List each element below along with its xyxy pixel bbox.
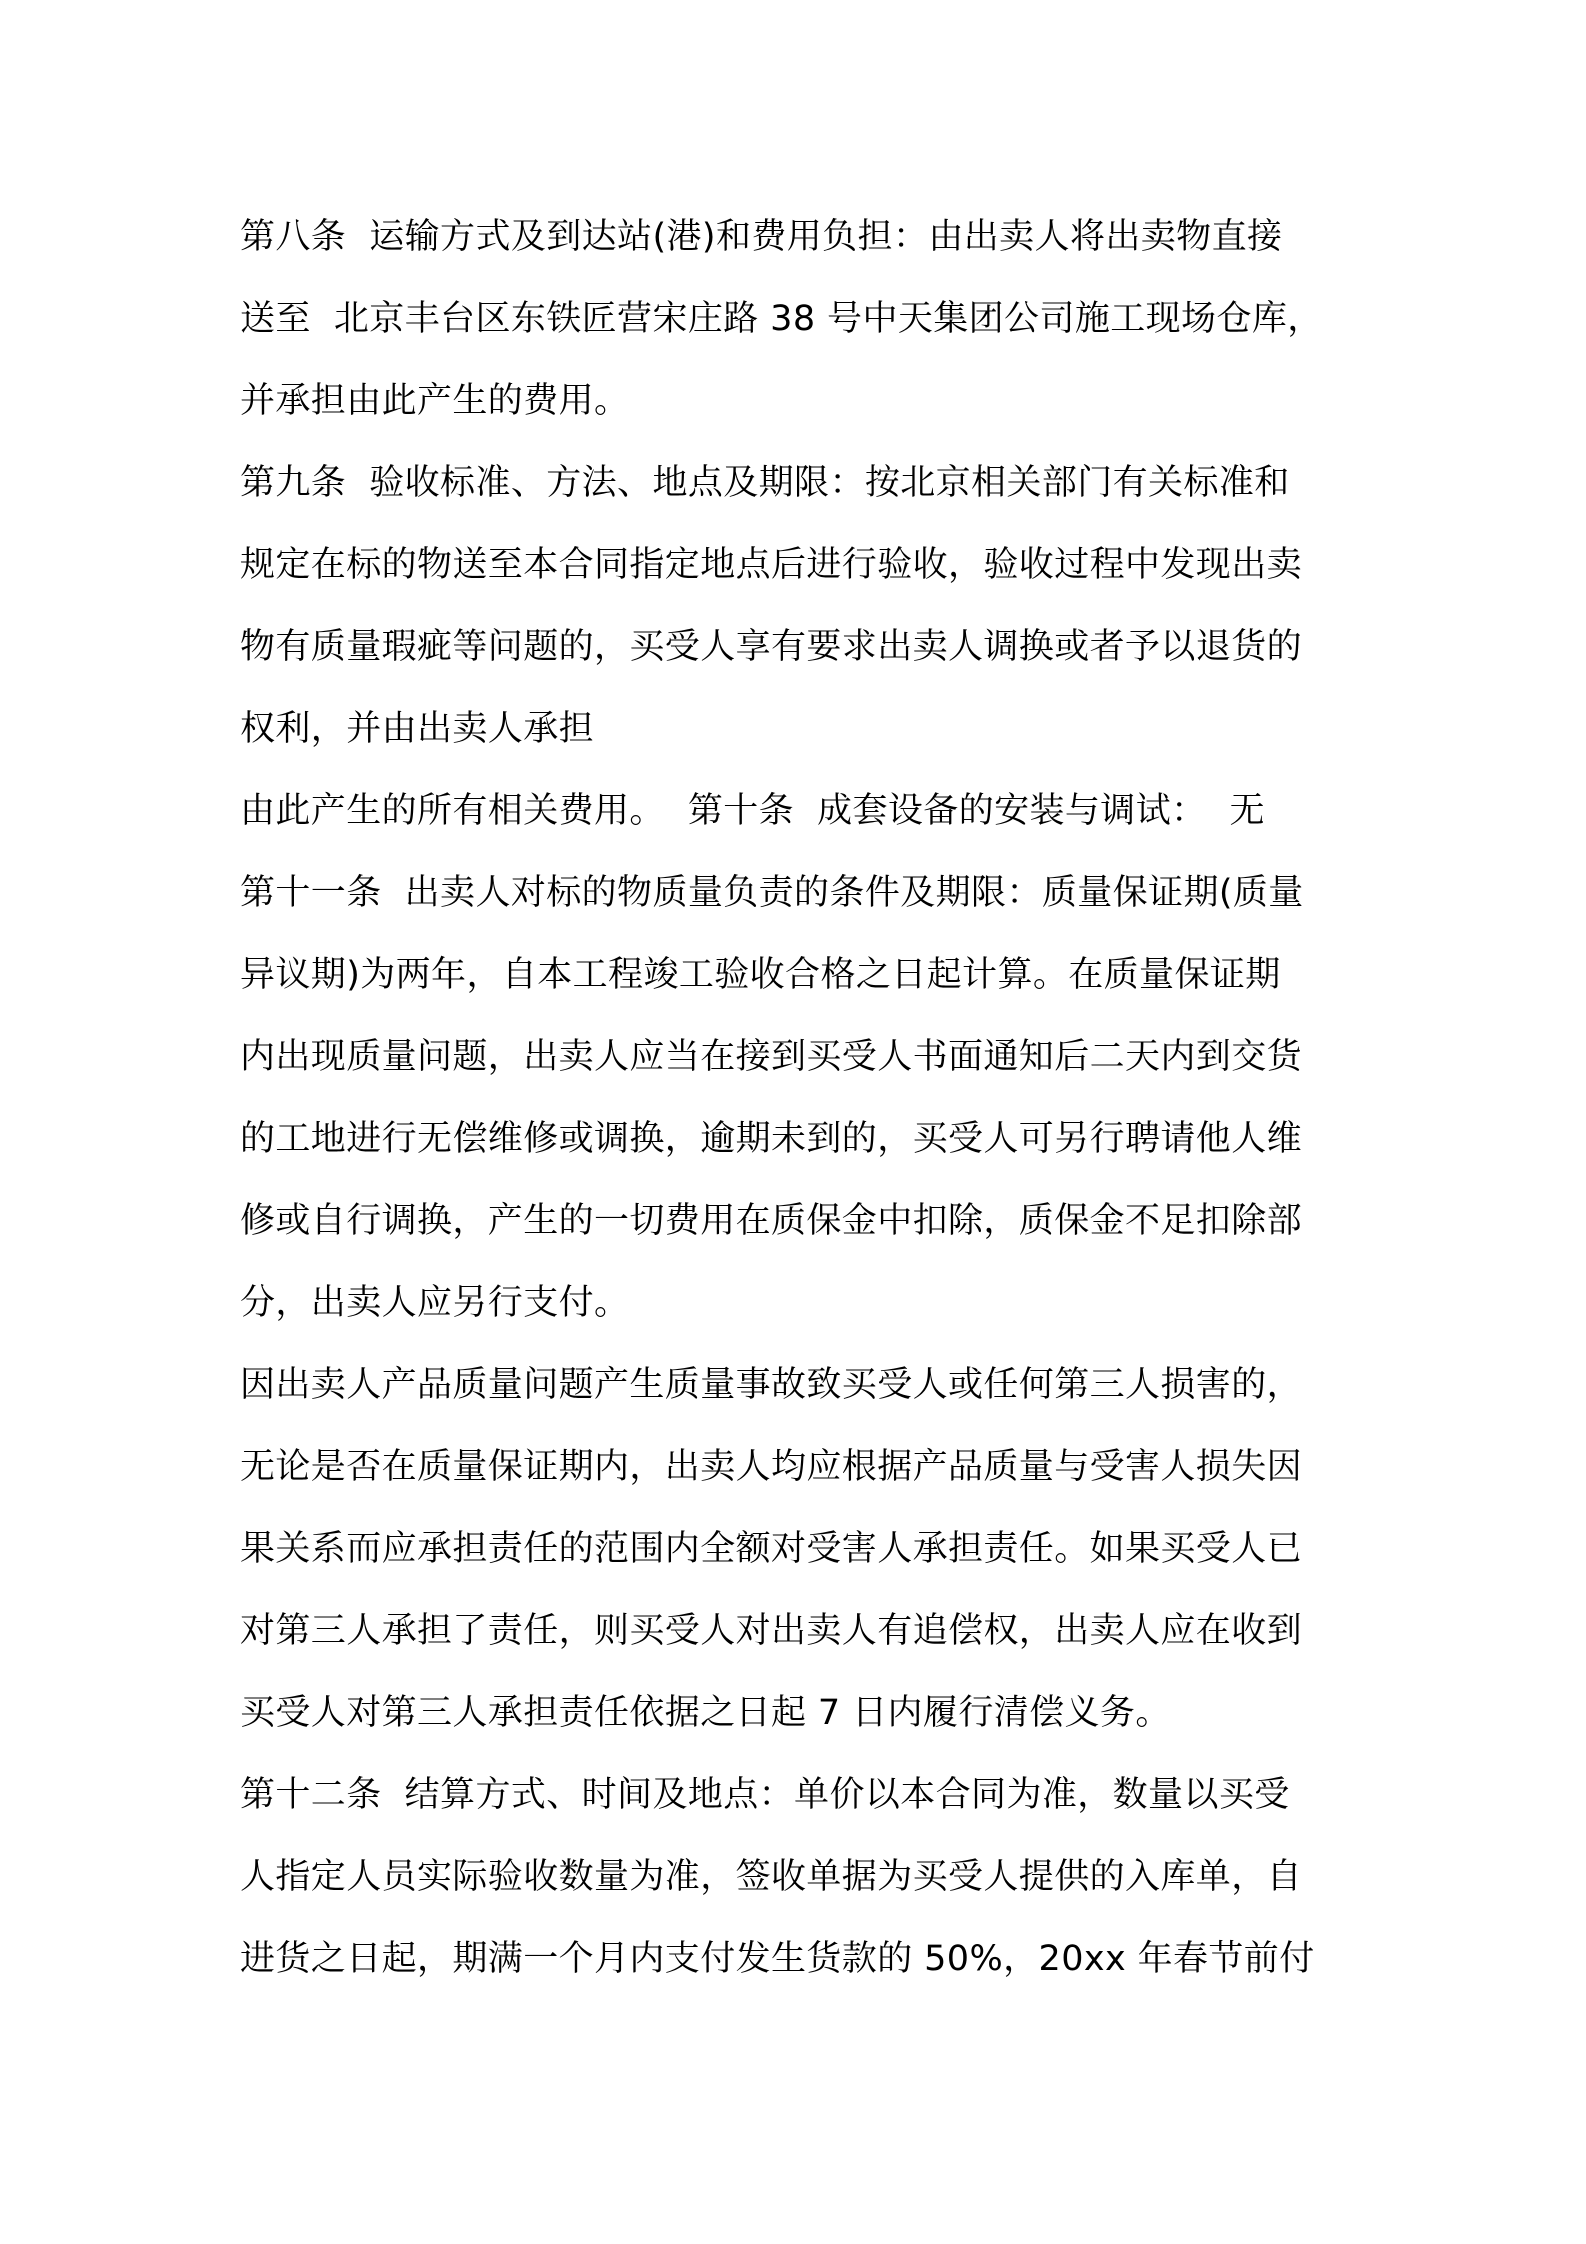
- text-line: 物有质量瑕疵等问题的，买受人享有要求出卖人调换或者予以退货的: [240, 627, 1303, 667]
- text-line: 分，出卖人应另行支付。: [240, 1283, 630, 1323]
- text-line: 对第三人承担了责任，则买受人对出卖人有追偿权，出卖人应在收到: [240, 1611, 1303, 1651]
- text-line: 无论是否在质量保证期内，出卖人均应根据产品质量与受害人损失因: [240, 1447, 1303, 1487]
- text-line: 果关系而应承担责任的范围内全额对受害人承担责任。如果买受人已: [240, 1529, 1303, 1569]
- text-line: 第八条 运输方式及到达站(港)和费用负担：由出卖人将出卖物直接: [240, 217, 1283, 257]
- text-line: 买受人对第三人承担责任依据之日起 7 日内履行清偿义务。: [240, 1693, 1171, 1733]
- text-line: 修或自行调换，产生的一切费用在质保金中扣除，质保金不足扣除部: [240, 1201, 1303, 1241]
- text-line: 权利，并由出卖人承担: [240, 709, 595, 749]
- text-line: 并承担由此产生的费用。: [240, 381, 630, 421]
- text-line: 因出卖人产品质量问题产生质量事故致买受人或任何第三人损害的，: [240, 1365, 1303, 1405]
- text-line: 内出现质量问题，出卖人应当在接到买受人书面通知后二天内到交货: [240, 1037, 1303, 1077]
- text-line: 异议期)为两年，自本工程竣工验收合格之日起计算。在质量保证期: [240, 955, 1281, 995]
- text-line: 进货之日起，期满一个月内支付发生货款的 50%，20xx 年春节前付: [240, 1939, 1315, 1979]
- text-line: 人指定人员实际验收数量为准，签收单据为买受人提供的入库单，自: [240, 1857, 1303, 1897]
- text-line: 第九条 验收标准、方法、地点及期限：按北京相关部门有关标准和: [240, 463, 1290, 503]
- text-line: 由此产生的所有相关费用。 第十条 成套设备的安装与调试： 无: [240, 791, 1265, 831]
- text-line: 第十二条 结算方式、时间及地点：单价以本合同为准，数量以买受: [240, 1775, 1290, 1815]
- text-line: 规定在标的物送至本合同指定地点后进行验收，验收过程中发现出卖: [240, 545, 1303, 585]
- text-line: 送至 北京丰台区东铁匠营宋庄路 38 号中天集团公司施工现场仓库，: [240, 299, 1323, 339]
- text-line: 第十一条 出卖人对标的物质量负责的条件及期限：质量保证期(质量: [240, 873, 1304, 913]
- text-line: 的工地进行无偿维修或调换，逾期未到的，买受人可另行聘请他人维: [240, 1119, 1303, 1159]
